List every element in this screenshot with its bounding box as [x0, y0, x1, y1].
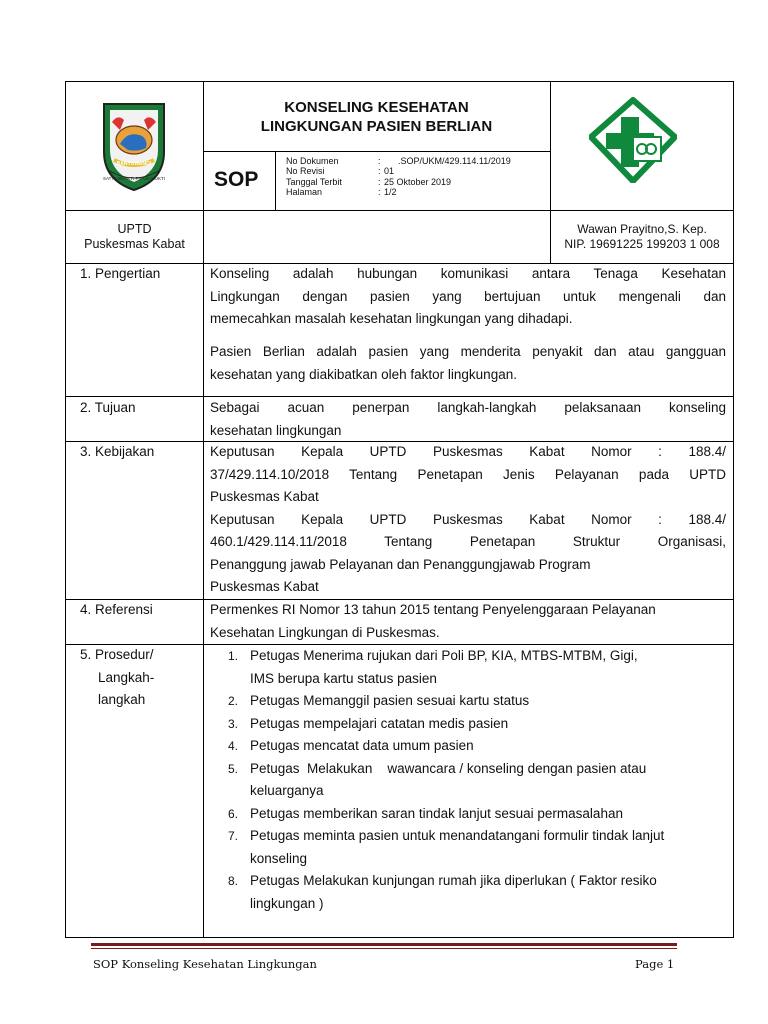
meta-value-4: 1/2 [384, 187, 397, 197]
prosedur-label-line: Langkah- [98, 669, 155, 685]
section-label-kebijakan: 3. Kebijakan [80, 444, 155, 459]
step-text: Petugas meminta pasien untuk menandatangani formulir tindak lanjut [250, 828, 665, 843]
puskesmas-logo [589, 97, 677, 183]
procedure-step [214, 690, 729, 713]
signer-nip: NIP. 19691225 199203 1 008 [564, 237, 720, 251]
step-text: konseling [250, 850, 308, 866]
document-title [203, 98, 550, 136]
procedure-step [214, 713, 729, 736]
pengertian-line: Pasien Berlian adalah pasien yang menderita penyakit dan atau gangguan [210, 344, 726, 359]
footer-doc-title: SOP Konseling Kesehatan Lingkungan [93, 957, 317, 971]
prosedur-label-line: 5. Prosedur/ [80, 647, 154, 662]
logo-banner-text: BANYUWANGI [116, 161, 152, 167]
tujuan-line: Sebagai acuan penerpan langkah-langkah pelaksanaan konseling [210, 400, 726, 415]
step-text: Petugas Menerima rujukan dari Poli BP, KIA, MTBS-MTBM, Gigi, [250, 648, 638, 663]
section-label-tujuan: 2. Tujuan [80, 400, 136, 415]
kebijakan-line: 37/429.114.10/2018 Tentang Penetapan Jenis Pelayanan pada UPTD [210, 466, 726, 482]
step-text: Petugas memberikan saran tindak lanjut sesuai permasalahan [250, 805, 623, 821]
step-text: Petugas Melakukan wawancara / konseling dengan pasien atau [250, 760, 647, 776]
meta-label-2: No Revisi [286, 166, 325, 176]
section-label-pengertian: 1. Pengertian [80, 266, 161, 281]
step-text: Petugas Melakukan kunjungan rumah jika diperlukan ( Faktor resiko [250, 873, 657, 888]
kebijakan-line: 460.1/429.114.11/2018 Tentang Penetapan Struktur Organisasi, [210, 534, 726, 549]
step-number: 6. [228, 806, 239, 821]
step-number: 2. [228, 694, 239, 708]
meta-value-2: 01 [384, 166, 395, 176]
referensi-line: Permenkes RI Nomor 13 tahun 2015 tentang Penyelenggaraan Pelayanan [210, 602, 656, 617]
tujuan-line: kesehatan lingkungan [210, 422, 342, 438]
logo-motto-text: SATYA BHAKTI PRAJA MUKTI [102, 176, 166, 181]
procedure-steps-list [214, 645, 729, 915]
procedure-step [214, 870, 729, 915]
pengertian-line: kesehatan yang diakibatkan oleh faktor lingkungan. [210, 366, 517, 382]
meta-label-4: Halaman [286, 187, 323, 197]
step-text: Petugas mempelajari catatan medis pasien [250, 715, 509, 731]
meta-sep-2: : [378, 166, 381, 176]
step-number: 5. [228, 761, 239, 776]
meta-sep-3: : [378, 177, 381, 187]
banyuwangi-logo [98, 100, 170, 192]
procedure-step [214, 758, 729, 803]
step-number: 8. [228, 874, 239, 888]
procedure-step [214, 645, 729, 690]
sop-label: SOP [214, 168, 259, 191]
step-text: Petugas Memanggil pasien sesuai kartu status [250, 693, 530, 708]
step-text: keluarganya [250, 783, 324, 798]
prosedur-label-line: langkah [98, 692, 146, 707]
step-number: 4. [228, 739, 239, 753]
org-line-1: UPTD [117, 222, 152, 236]
section-label-referensi: 4. Referensi [80, 602, 153, 617]
step-number: 1. [228, 649, 239, 663]
org-line-2: Puskesmas Kabat [84, 237, 185, 251]
pengertian-line: Konseling adalah hubungan komunikasi antara Tenaga Kesehatan [210, 266, 726, 281]
meta-sep-4: : [378, 187, 381, 197]
procedure-step [214, 735, 729, 758]
meta-value-1: .SOP/UKM/429.114.11/2019 [398, 156, 511, 166]
kebijakan-line: Keputusan Kepala UPTD Puskesmas Kabat Nomor : 188.4/ [210, 444, 726, 459]
kebijakan-line: Penanggung jawab Pelayanan dan Penanggungjawab Program [210, 556, 591, 572]
step-text: IMS berupa kartu status pasien [250, 670, 437, 686]
kebijakan-line: Keputusan Kepala UPTD Puskesmas Kabat Nomor : 188.4/ [210, 511, 726, 527]
step-number: 7. [228, 829, 239, 843]
organization-name [66, 222, 203, 252]
meta-value-3: 25 Oktober 2019 [384, 177, 452, 187]
meta-label-3: Tanggal Terbit [286, 177, 342, 187]
procedure-step [214, 825, 729, 870]
procedure-step [214, 803, 729, 826]
meta-sep-1: : [378, 156, 381, 166]
footer-page-number: Page 1 [635, 957, 675, 971]
referensi-line: Kesehatan Lingkungan di Puskesmas. [210, 624, 440, 640]
step-text: lingkungan ) [250, 895, 324, 911]
pengertian-line: memecahkan masalah kesehatan lingkungan yang dihadapi. [210, 311, 573, 326]
pengertian-line: Lingkungan dengan pasien yang bertujuan untuk mengenali dan [210, 288, 726, 304]
title-line-2: LINGKUNGAN PASIEN BERLIAN [260, 118, 493, 135]
kebijakan-line: Puskesmas Kabat [210, 489, 319, 504]
step-text: Petugas mencatat data umum pasien [250, 738, 474, 753]
title-line-1: KONSELING KESEHATAN [284, 99, 469, 116]
meta-label-1: No Dokumen [286, 156, 339, 166]
step-number: 3. [228, 716, 239, 731]
kebijakan-line: Puskesmas Kabat [210, 579, 319, 594]
signer-name: Wawan Prayitno,S. Kep. [577, 222, 707, 236]
signer-block [551, 222, 733, 252]
